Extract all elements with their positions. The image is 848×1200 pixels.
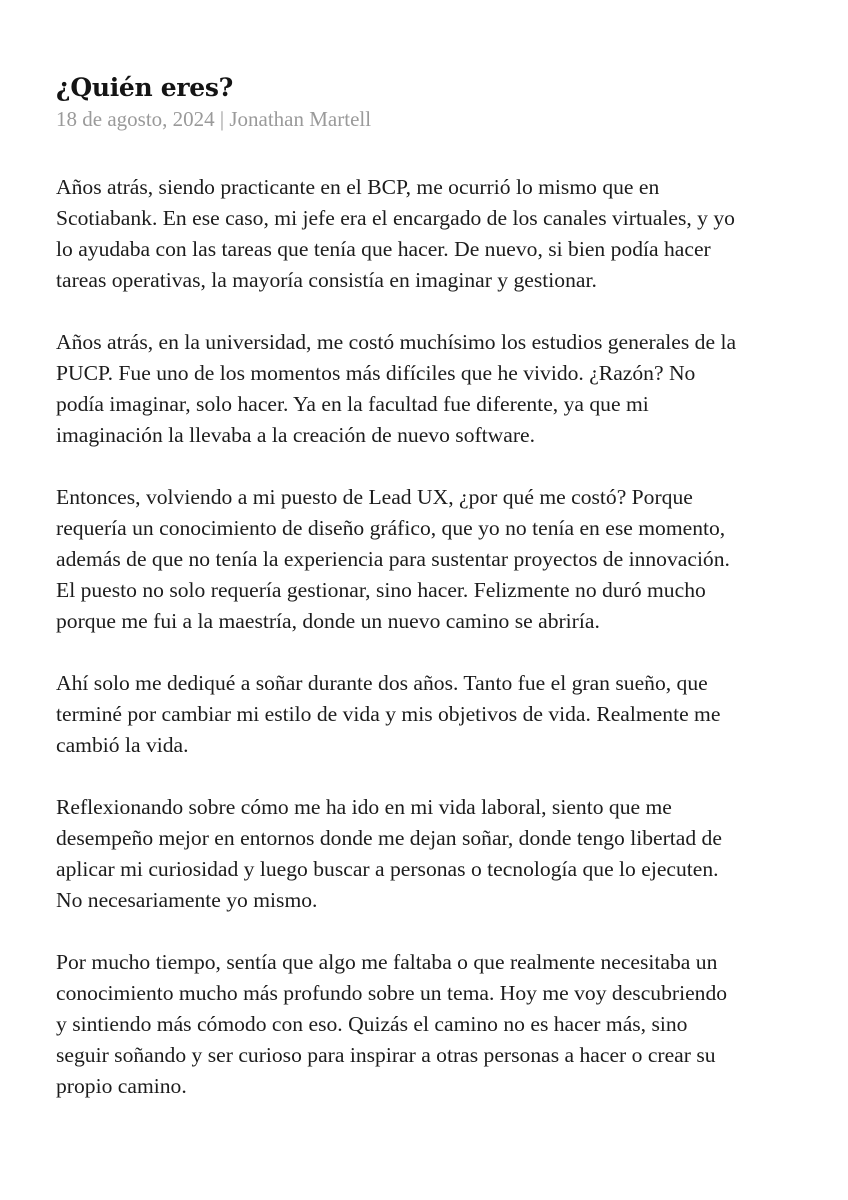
article-paragraph: Años atrás, en la universidad, me costó muchísimo los estudios generales de la PUCP. Fue uno de los momentos más difíciles que he vivido. ¿Razón? No podía imaginar, solo hacer. Ya en la facultad fue diferente, ya que mi imaginación la llevaba a la creación de nuevo software. [56, 330, 737, 447]
article-paragraph: Reflexionando sobre cómo me ha ido en mi vida laboral, siento que me desempeño mejor en entornos donde me dejan soñar, donde tengo libertad de aplicar mi curiosidad y luego buscar a personas o tecnología que lo ejecuten. No necesariamente yo mismo. [56, 795, 722, 912]
article-paragraph: Años atrás, siendo practicante en el BCP, me ocurrió lo mismo que en Scotiabank. En ese caso, mi jefe era el encargado de los canales virtuales, y yo lo ayudaba con las tareas que tenía que hacer. De nuevo, si bien podía hacer tareas operativas, la mayoría consistía en imaginar y gestionar. [56, 175, 735, 292]
article-body [56, 172, 816, 1102]
article-paragraph: Ahí solo me dediqué a soñar durante dos años. Tanto fue el gran sueño, que terminé por cambiar mi estilo de vida y mis objetivos de vida. Realmente me cambió la vida. [56, 671, 721, 757]
article-title: ¿Quién eres? [56, 73, 233, 102]
article-date-author: 18 de agosto, 2024 | Jonathan Martell [56, 107, 372, 131]
article-paragraph: Por mucho tiempo, sentía que algo me faltaba o que realmente necesitaba un conocimiento mucho más profundo sobre un tema. Hoy me voy descubriendo y sintiendo más cómodo con eso. Quizás el camino no es hacer más, sino seguir soñando y ser curioso para inspirar a otras personas a hacer o crear su propio camino. [56, 950, 728, 1098]
article-paragraph: Entonces, volviendo a mi puesto de Lead UX, ¿por qué me costó? Porque requería un conocimiento de diseño gráfico, que yo no tenía en ese momento, además de que no tenía la experiencia para sustentar proyectos de innovación. El puesto no solo requería gestionar, sino hacer. Felizmente no duró mucho porque me fui a la maestría, donde un nuevo camino se abriría. [56, 485, 730, 633]
blog-article [56, 70, 816, 1133]
